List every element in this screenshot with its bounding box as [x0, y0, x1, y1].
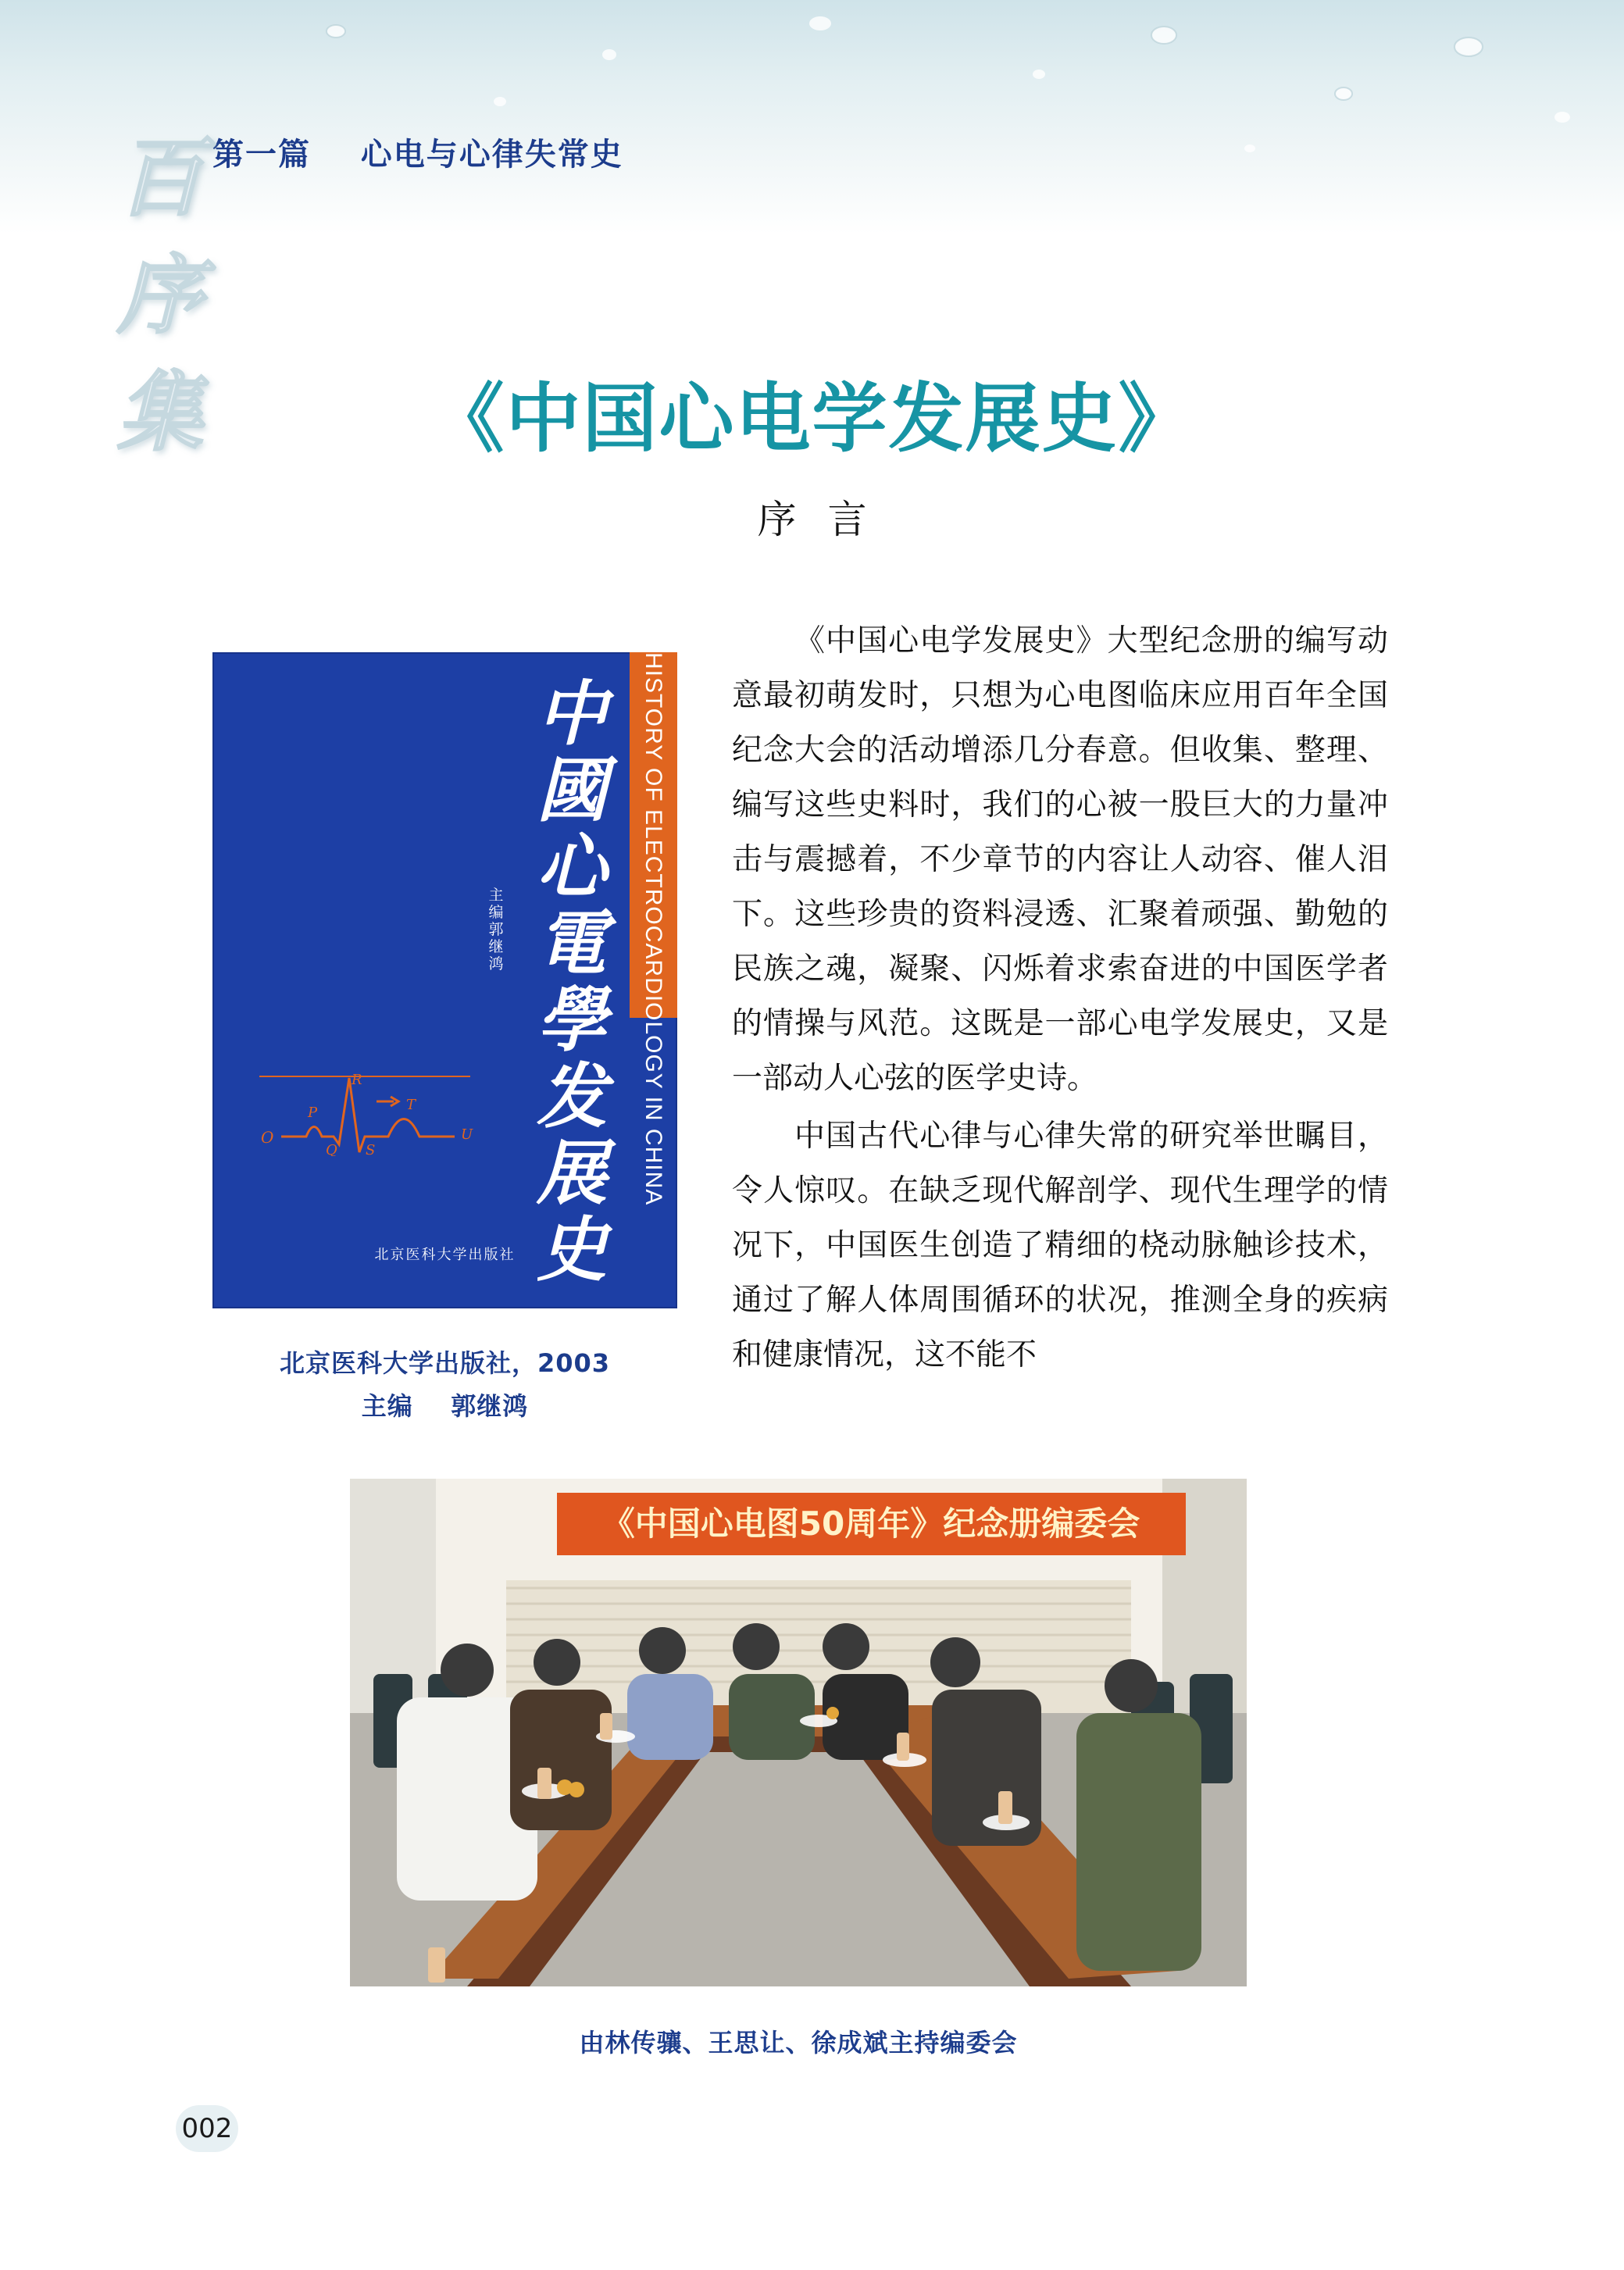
ecg-label: Q: [326, 1142, 337, 1156]
cover-caption-line2: 主编 郭继鸿: [361, 1391, 529, 1421]
ecg-label: S: [366, 1142, 376, 1156]
meeting-photo: [350, 1479, 1247, 1986]
ecg-label: U: [461, 1126, 473, 1143]
article-paragraph: 《中国心电学发展史》大型纪念册的编写动意最初萌发时，只想为心电图临床应用百年全国纪念大会的活动增添几分春意。但收集、整理、编写这些史料时，我们的心被一股巨大的力量冲击与震撼着，不少章节的内容让人动容、催人泪下。这些珍贵的资料浸透、汇聚着顽强、勤勉的民族之魂，凝聚、闪烁着求索奋进的中国医学者的情操与风范。这既是一部心电学发展史，又是一部动人心弦的医学史诗。: [732, 623, 1388, 1096]
book-cover-image: [212, 652, 677, 1308]
cover-title-char: 國: [537, 749, 607, 832]
article-body: [732, 614, 1388, 1386]
series-char-1: 百: [117, 127, 203, 228]
cover-title-char: 學: [537, 979, 607, 1062]
water-drops-decoration: [0, 0, 1624, 234]
cover-english-title: HISTORY OF ELECTROCARDIOLOGY IN CHINA: [641, 652, 666, 1206]
cover-chinese-title: [529, 673, 615, 1291]
cover-editor-name: 郭继鸿: [488, 921, 504, 973]
cover-title-char: 中: [537, 673, 607, 755]
cover-publisher: 北京医科大学出版社: [374, 1247, 516, 1263]
article-title: 《中国心电学发展史》: [429, 374, 1195, 462]
cover-editor: [484, 887, 508, 973]
cover-title-char: 心: [537, 826, 607, 908]
page-number: 002: [176, 2105, 238, 2152]
meeting-banner-text: 《中国心电图50周年》纪念册编委会: [601, 1504, 1140, 1543]
article-paragraph: 中国古代心律与心律失常的研究举世瞩目，令人惊叹。在缺乏现代解剖学、现代生理学的情况下，中国医生创造了精细的桡动脉触诊技术，通过了解人体周围循环的状况，推测全身的疾病和健康情况，这不能不: [732, 1119, 1388, 1372]
ecg-label: P: [308, 1105, 318, 1121]
ecg-label: R: [352, 1072, 362, 1088]
cover-title-char: 发: [537, 1055, 607, 1138]
ecg-label: O: [261, 1128, 274, 1147]
series-char-2: 序: [117, 244, 203, 345]
series-char-3: 集: [117, 362, 203, 462]
cover-title-char: 電: [537, 902, 607, 985]
cover-title-char: 史: [537, 1208, 607, 1291]
cover-editor-label: 主编: [488, 887, 504, 921]
section-title: 第一篇 心电与心律失常史: [212, 137, 623, 173]
ecg-waveform-illustration: [259, 1070, 509, 1156]
ecg-label: T: [406, 1097, 416, 1113]
meeting-photo-illustration: [350, 1479, 1247, 1986]
cover-title-char: 展: [537, 1132, 607, 1215]
photo-caption: 由林传骧、王思让、徐成斌主持编委会: [579, 2028, 1018, 2058]
cover-caption-line1: 北京医科大学出版社，2003: [279, 1348, 611, 1378]
article-subtitle: 序言: [757, 497, 898, 542]
